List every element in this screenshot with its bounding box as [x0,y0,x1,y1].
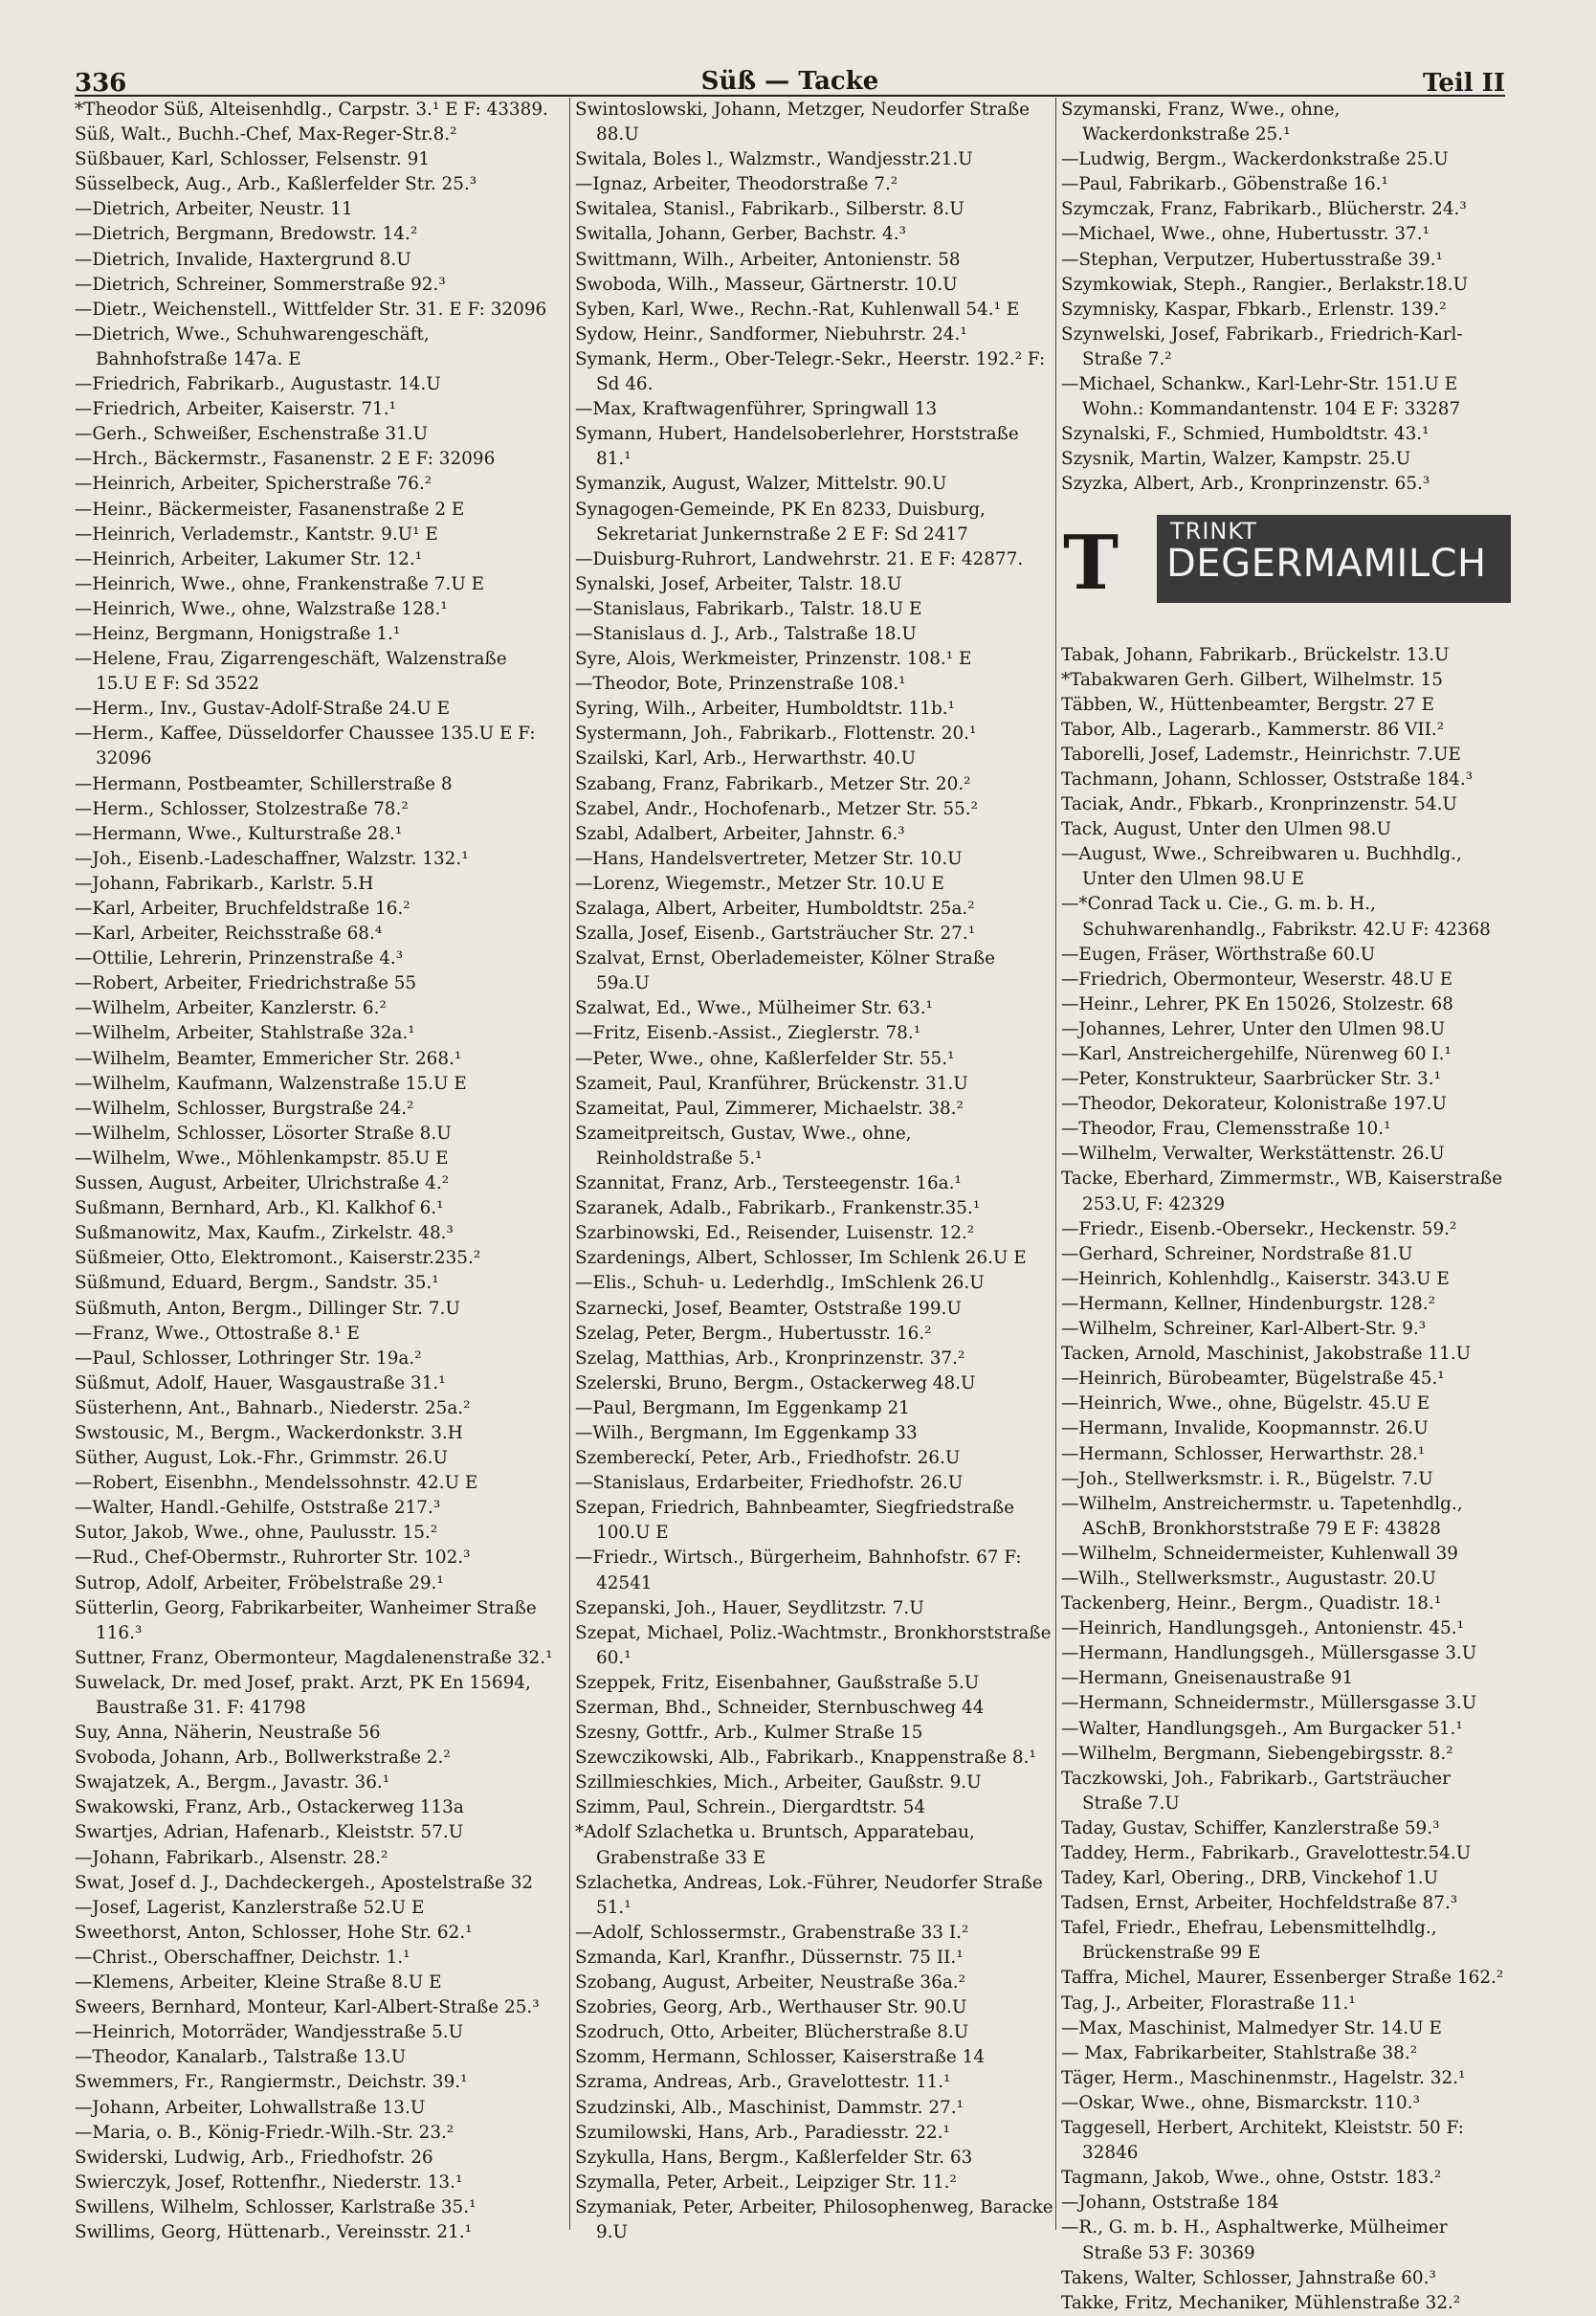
directory-entry: —Dietrich, Bergmann, Bredowstr. 14.² [75,224,418,245]
directory-entry: —Heinrich, Wwe., ohne, Walzstraße 128.¹ [75,598,448,619]
directory-entry: Szalwat, Ed., Wwe., Mülheimer Str. 63.¹ [575,998,933,1019]
directory-entry: Szumilowski, Hans, Arb., Paradiesstr. 22.¹ [575,2122,950,2143]
directory-entry: —Klemens, Arbeiter, Kleine Straße 8.U E [75,1972,442,1993]
directory-entry: Swillims, Georg, Hüttenarb., Vereinsstr. 21.¹ [75,2221,473,2242]
directory-entry: Szalla, Josef, Eisenb., Gartsträucher Str. 27.¹ [575,924,976,945]
directory-entry: Tabak, Johann, Fabrikarb., Brückelstr. 13.U [1061,644,1450,665]
directory-entry: —Heinr., Lehrer, PK En 15026, Stolzestr. 68 [1061,993,1453,1014]
directory-entry: —Walter, Handlungsgeh., Am Burgacker 51.¹ [1061,1718,1463,1739]
directory-entry: Svoboda, Johann, Arb., Bollwerkstraße 2.² [75,1748,451,1769]
directory-entry: Szyzka, Albert, Arb., Kronprinzenstr. 65.³ [1061,474,1430,495]
directory-entry: —Hermann, Kellner, Hindenburgstr. 128.² [1061,1293,1436,1314]
column-3 [1055,98,1511,2313]
directory-entry: —Hermann, Wwe., Kulturstraße 28.¹ [75,823,403,844]
directory-entry: Süßbauer, Karl, Schlosser, Felsenstr. 91 [75,149,431,170]
directory-entry: —Josef, Lagerist, Kanzlerstraße 52.U E [75,1897,425,1918]
directory-entry: —Lorenz, Wiegemstr., Metzer Str. 10.U E [575,873,944,894]
directory-entry: —Stanislaus, Fabrikarb., Talstr. 18.U E [575,598,922,619]
directory-entry: —Heinrich, Motorräder, Wandjesstraße 5.U [75,2022,464,2043]
directory-entry: Synagogen-Gemeinde, PK En 8233, Duisburg, Sekretariat Junkernstraße 2 E F: Sd 2417 [575,499,986,545]
directory-entry: —Ottilie, Lehrerin, Prinzenstraße 4.³ [75,948,404,969]
directory-entry: Swakowski, Franz, Arb., Ostackerweg 113a [75,1797,464,1818]
directory-entry: —Wilh., Stellwerksmstr., Augustastr. 20.U [1061,1568,1436,1589]
directory-entry: —Friedr., Wirtsch., Bürgerheim, Bahnhofstr. 67 F: 42541 [575,1548,1022,1593]
directory-entry: Sußmann, Bernhard, Arb., Kl. Kalkhof 6.¹ [75,1198,444,1219]
directory-entry: Sussen, August, Arbeiter, Ulrichstraße 4.² [75,1173,450,1194]
directory-entry: —Heinrich, Wwe., ohne, Frankenstraße 7.U E [75,573,485,594]
directory-entry: Tabor, Alb., Lagerarb., Kammerstr. 86 VII.² [1061,719,1445,740]
directory-entry: —Wilhelm, Arbeiter, Stahlstraße 32a.¹ [75,1023,415,1044]
directory-entry: Tagmann, Jakob, Wwe., ohne, Oststr. 183.² [1061,2168,1442,2189]
directory-entry: —Joh., Eisenb.-Ladeschaffner, Walzstr. 132.¹ [75,848,469,869]
directory-entry: —Johann, Fabrikarb., Karlstr. 5.H [75,873,374,894]
directory-entry: Tack, August, Unter den Ulmen 98.U [1061,819,1391,840]
directory-entry: Sydow, Heinr., Sandformer, Niebuhrstr. 24.¹ [575,323,967,345]
page-header [75,59,1505,98]
directory-entry: Szepan, Friedrich, Bahnbeamter, Siegfriedstraße 100.U E [575,1498,1015,1544]
directory-entry: Szerman, Bhd., Schneider, Sternbuschweg 44 [575,1698,985,1718]
directory-entry: Süßmeier, Otto, Elektromont., Kaiserstr.235.² [75,1248,481,1269]
directory-entry: —Karl, Anstreichergehilfe, Nürenweg 60 I.¹ [1061,1044,1452,1064]
directory-entry: Szobries, Georg, Arb., Werthauser Str. 90.U [575,1997,967,2018]
directory-entry: Szymanski, Franz, Wwe., ohne, Wackerdonkstraße 25.¹ [1061,100,1341,145]
directory-entry: Sweethorst, Anton, Schlosser, Hohe Str. 62.¹ [75,1922,473,1943]
directory-entry: —Stephan, Verputzer, Hubertusstraße 39.¹ [1061,249,1443,270]
directory-entry: Szesny, Gottfr., Arb., Kulmer Straße 15 [575,1723,923,1744]
directory-entry: —Wilhelm, Bergmann, Siebengebirgsstr. 8.² [1061,1743,1453,1764]
directory-entry: Szimm, Paul, Schrein., Diergardtstr. 54 [575,1797,926,1818]
directory-entry: Szomm, Hermann, Schlosser, Kaiserstraße 14 [575,2047,986,2068]
directory-entry: —Wilhelm, Beamter, Emmericher Str. 268.¹ [75,1048,462,1069]
directory-entry: Szarnecki, Josef, Beamter, Oststraße 199.U [575,1298,962,1319]
directory-entry: —Heinrich, Verlademstr., Kantstr. 9.U¹ E [75,523,438,545]
directory-entry: Swittmann, Wilh., Arbeiter, Antonienstr. 58 [575,249,961,270]
directory-entry: —Wilhelm, Verwalter, Werkstättenstr. 26.U [1061,1144,1445,1165]
directory-entry: Süther, August, Lok.-Fhr., Grimmstr. 26.U [75,1448,448,1469]
directory-entry: Symanzik, August, Walzer, Mittelstr. 90.U [575,474,947,495]
directory-entry: —Wilhelm, Arbeiter, Kanzlerstr. 6.² [75,998,387,1019]
directory-entry: Systermann, Joh., Fabrikarb., Flottenstr. 20.¹ [575,724,977,745]
directory-entry: —Duisburg-Ruhrort, Landwehrstr. 21. E F: 42877. [575,548,1024,569]
directory-entry: Tachmann, Johann, Schlosser, Oststraße 184.³ [1061,768,1474,790]
directory-entry: —Hermann, Invalide, Koopmannstr. 26.U [1061,1418,1429,1439]
page-title: Süß — Tacke [700,67,879,96]
directory-entry: —Dietrich, Arbeiter, Neustr. 11 [75,199,353,220]
directory-entry: Szelerski, Bruno, Bergm., Ostackerweg 48.U [575,1372,976,1393]
directory-entry: —Adolf, Schlossermstr., Grabenstraße 33 I.² [575,1922,969,1943]
directory-entry: Szynalski, F., Schmied, Humboldtstr. 43.¹ [1061,424,1430,445]
directory-entry: Szymnisky, Kaspar, Fbkarb., Erlenstr. 139.² [1061,299,1447,320]
directory-entry: Täger, Herm., Maschinenmstr., Hagelstr. 32.¹ [1061,2067,1466,2088]
directory-entry: —Wilhelm, Schneidermeister, Kuhlenwall 39 [1061,1543,1459,1564]
directory-entry: Szabl, Adalbert, Arbeiter, Jahnstr. 6.³ [575,823,905,844]
directory-entry: Tackenberg, Heinr., Bergm., Quadistr. 18.¹ [1061,1593,1442,1615]
directory-entry: —Friedr., Eisenb.-Obersekr., Heckenstr. 59.² [1061,1218,1457,1239]
directory-entry: Swat, Josef d. J., Dachdeckergeh., Apostelstraße 32 [75,1872,534,1893]
advertisement [1061,505,1511,639]
directory-entry: —Wilhelm, Schreiner, Karl-Albert-Str. 9.³ [1061,1319,1427,1340]
directory-entry: Taday, Gustav, Schiffer, Kanzlerstraße 59.³ [1061,1817,1440,1838]
column-3-bottom [1061,643,1511,2316]
directory-entry: Süß, Walt., Buchh.-Chef, Max-Reger-Str.8.² [75,124,457,145]
directory-entry: —Dietrich, Schreiner, Sommerstraße 92.³ [75,274,446,295]
directory-entry: Symann, Hubert, Handelsoberlehrer, Horststraße 81.¹ [575,424,1019,470]
directory-entry: —Hermann, Postbeamter, Schillerstraße 8 [75,773,453,794]
directory-entry: —Wilh., Bergmann, Im Eggenkamp 33 [575,1422,918,1443]
directory-entry: —Wilhelm, Schlosser, Lösorter Straße 8.U [75,1123,452,1144]
directory-entry: — Max, Fabrikarbeiter, Stahlstraße 38.² [1061,2042,1418,2063]
directory-entry: Taborelli, Josef, Lademstr., Heinrichstr. 7.UE [1061,744,1461,765]
directory-entry: Tacke, Eberhard, Zimmermstr., WB, Kaiserstraße 253.U, F: 42329 [1061,1169,1503,1214]
section-letter: T [1063,519,1119,607]
directory-entry: —Rud., Chef-Obermstr., Ruhrorter Str. 102.³ [75,1548,471,1569]
directory-entry: —Heinrich, Arbeiter, Spicherstraße 76.² [75,474,432,495]
column-2 [569,98,1053,2242]
directory-entry: —Dietr., Weichenstell., Wittfelder Str. 31. E F: 32096 [75,299,547,320]
directory-entry: Süßmund, Eduard, Bergm., Sandstr. 35.¹ [75,1273,439,1294]
directory-entry: —Hermann, Schneidermstr., Müllersgasse 3.U [1061,1693,1477,1714]
directory-entry: —Paul, Schlosser, Lothringer Str. 19a.² [75,1347,422,1369]
directory-entry: —Hermann, Gneisenaustraße 91 [1061,1668,1354,1689]
ad-banner [1157,515,1511,603]
directory-entry: —Johann, Oststraße 184 [1061,2193,1279,2214]
directory-entry: —Theodor, Frau, Clemensstraße 10.¹ [1061,1119,1391,1140]
directory-entry: —Peter, Konstrukteur, Saarbrücker Str. 3.¹ [1061,1069,1441,1090]
column-3-top [1061,98,1511,498]
column-1 [75,98,553,2242]
part-label: Teil II [1422,69,1505,98]
directory-entry: —Friedrich, Obermonteur, Weserstr. 48.U E [1061,969,1453,990]
directory-entry: —Christ., Oberschaffner, Deichstr. 1.¹ [75,1947,410,1968]
directory-entry: —Theodor, Dekorateur, Kolonistraße 197.U [1061,1094,1447,1115]
directory-entry: —Hrch., Bäckermstr., Fasanenstr. 2 E F: 32096 [75,449,496,470]
directory-entry: Szlachetka, Andreas, Lok.-Führer, Neudorfer Straße 51.¹ [575,1872,1043,1918]
page-number: 336 [75,69,127,98]
directory-entry: —Max, Maschinist, Malmedyer Str. 14.U E [1061,2017,1442,2038]
directory-entry: Taczkowski, Joh., Fabrikarb., Gartsträucher Straße 7.U [1061,1768,1451,1814]
directory-entry: Szepat, Michael, Poliz.-Wachtmstr., Bronkhorststraße 60.¹ [575,1622,1052,1668]
directory-entry: Switalla, Johann, Gerber, Bachstr. 4.³ [575,224,906,245]
directory-entry: Szabel, Andr., Hochofenarb., Metzer Str. 55.² [575,798,978,819]
directory-entry: —Elis., Schuh- u. Lederhdlg., ImSchlenk 26.U [575,1273,985,1294]
directory-entry: Suy, Anna, Näherin, Neustraße 56 [75,1723,381,1744]
directory-entry: —Johann, Fabrikarb., Alsenstr. 28.² [75,1847,388,1868]
directory-entry: Symank, Herm., Ober-Telegr.-Sekr., Heerstr. 192.² F: Sd 46. [575,348,1046,395]
directory-entry: Szalaga, Albert, Arbeiter, Humboldtstr. 25a.² [575,899,975,919]
directory-entry: Szailski, Karl, Arb., Herwarthstr. 40.U [575,748,917,769]
directory-entry: —Ludwig, Bergm., Wackerdonkstraße 25.U [1061,149,1449,170]
directory-entry: —Friedrich, Fabrikarb., Augustastr. 14.U [75,374,441,395]
directory-entry: —Michael, Wwe., ohne, Hubertusstr. 37.¹ [1061,224,1430,245]
directory-entry: —Ignaz, Arbeiter, Theodorstraße 7.² [575,174,898,195]
directory-entry: Szameitpreitsch, Gustav, Wwe., ohne, Reinholdstraße 5.¹ [575,1123,912,1169]
directory-entry: —Helene, Frau, Zigarrengeschäft, Walzenstraße 15.U E F: Sd 3522 [75,649,507,695]
directory-entry: Takke, Fritz, Mechaniker, Mühlenstraße 32.² [1061,2292,1461,2313]
directory-entry: Szembereckí, Peter, Arb., Friedhofstr. 26.U [575,1448,961,1469]
directory-entry: —R., G. m. b. H., Asphaltwerke, Mülheimer Straße 53 F: 30369 [1061,2217,1448,2263]
directory-entry: Suwelack, Dr. med Josef, prakt. Arzt, PK En 15694, Baustraße 31. F: 41798 [75,1672,531,1718]
directory-entry: Tag, J., Arbeiter, Florastraße 11.¹ [1061,1993,1356,2014]
directory-entry: —*Conrad Tack u. Cie., G. m. b. H., Schuhwarenhandlg., Fabrikstr. 42.U F: 42368 [1061,894,1491,940]
directory-entry: Süßmut, Adolf, Hauer, Wasgaustraße 31.¹ [75,1372,446,1393]
directory-entry: —Johannes, Lehrer, Unter den Ulmen 98.U [1061,1018,1446,1039]
directory-entry: Syring, Wilh., Arbeiter, Humboldtstr. 11b.¹ [575,699,955,720]
directory-entry: Szymczak, Franz, Fabrikarb., Blücherstr. 24.³ [1061,199,1467,220]
directory-entry: —Heinrich, Wwe., ohne, Bügelstr. 45.U E [1061,1393,1430,1414]
directory-entry: Szameitat, Paul, Zimmerer, Michaelstr. 38.² [575,1098,964,1119]
directory-entry: Szobang, August, Arbeiter, Neustraße 36a.² [575,1972,966,1993]
directory-entry: Swoboda, Wilh., Masseur, Gärtnerstr. 10.U [575,274,958,295]
directory-entry: Taffra, Michel, Maurer, Essenberger Straße 162.² [1061,1968,1504,1989]
directory-entry: Szudzinski, Alb., Maschinist, Dammstr. 27.¹ [575,2097,964,2118]
directory-entry: —Peter, Wwe., ohne, Kaßlerfelder Str. 55.¹ [575,1048,955,1069]
directory-entry: Szykulla, Hans, Bergm., Kaßlerfelder Str. 63 [575,2147,973,2168]
directory-entry: —Paul, Fabrikarb., Göbenstraße 16.¹ [1061,174,1388,195]
directory-entry: Syre, Alois, Werkmeister, Prinzenstr. 108.¹ E [575,649,972,670]
directory-entry: Szaranek, Adalb., Fabrikarb., Frankenstr.35.¹ [575,1198,981,1219]
directory-entry: Tafel, Friedr., Ehefrau, Lebensmittelhdlg., Brückenstraße 99 E [1061,1918,1437,1964]
directory-entry: Szardenings, Albert, Schlosser, Im Schlenk 26.U E [575,1248,1027,1269]
directory-entry: —Dietrich, Invalide, Haxtergrund 8.U [75,249,411,270]
directory-entry: —Stanislaus d. J., Arb., Talstraße 18.U [575,623,917,644]
directory-entry: —Theodor, Bote, Prinzenstraße 108.¹ [575,674,906,695]
directory-entry: —Stanislaus, Erdarbeiter, Friedhofstr. 26.U [575,1473,964,1494]
directory-entry: *Adolf Szlachetka u. Bruntsch, Apparatebau, Grabenstraße 33 E [575,1822,975,1868]
directory-entry: Szelag, Matthias, Arb., Kronprinzenstr. 37.² [575,1347,965,1369]
directory-entry: —Paul, Bergmann, Im Eggenkamp 21 [575,1397,910,1418]
directory-entry: Syben, Karl, Wwe., Rechn.-Rat, Kuhlenwall 54.¹ E [575,299,1020,320]
directory-entry: —Herm., Schlosser, Stolzestraße 78.² [75,798,409,819]
directory-entry: —Hermann, Handlungsgeh., Müllersgasse 3.U [1061,1643,1477,1664]
directory-entry: —Robert, Eisenbhn., Mendelssohnstr. 42.U E [75,1473,478,1494]
directory-entry: —Joh., Stellwerksmstr. i. R., Bügelstr. 7.U [1061,1468,1433,1489]
directory-entry: —Heinrich, Arbeiter, Lakumer Str. 12.¹ [75,548,423,569]
directory-entry: Szymalla, Peter, Arbeit., Leipziger Str. 11.² [575,2171,957,2193]
directory-entry: Tacken, Arnold, Maschinist, Jakobstraße 11.U [1061,1344,1472,1365]
directory-entry: Swierczyk, Josef, Rottenfhr., Niederstr. 13.¹ [75,2171,463,2193]
directory-entry: Swintoslowski, Johann, Metzger, Neudorfer Straße 88.U [575,100,1031,145]
directory-entry: Tadey, Karl, Obering., DRB, Vinckehof 1.U [1061,1868,1439,1889]
directory-entry: Sußmanowitz, Max, Kaufm., Zirkelstr. 48.³ [75,1223,454,1244]
directory-entry: —Karl, Arbeiter, Bruchfeldstraße 16.² [75,899,410,919]
directory-entry: Swillens, Wilhelm, Schlosser, Karlstraße 35.¹ [75,2196,477,2217]
directory-entry: Swajatzek, A., Bergm., Javastr. 36.¹ [75,1772,390,1793]
directory-entry: Sutor, Jakob, Wwe., ohne, Paulusstr. 15.² [75,1523,438,1544]
directory-entry: Szrama, Andreas, Arb., Gravelottestr. 11.¹ [575,2072,951,2093]
directory-entry: Szabang, Franz, Fabrikarb., Metzer Str. 20.² [575,773,971,794]
directory-entry: —Franz, Wwe., Ottostraße 8.¹ E [75,1323,360,1344]
directory-entry: —August, Wwe., Schreibwaren u. Buchhdlg., Unter den Ulmen 98.U E [1061,844,1462,890]
directory-entry: —Dietrich, Wwe., Schuhwarengeschäft, Bahnhofstraße 147a. E [75,323,430,369]
directory-entry: —Herm., Inv., Gustav-Adolf-Straße 24.U E [75,699,451,720]
directory-entry: —Wilhelm, Anstreichermstr. u. Tapetenhdlg., ASchB, Bronkhorststraße 79 E F: 43828 [1061,1493,1463,1539]
directory-entry: Swartjes, Adrian, Hafenarb., Kleiststr. 57.U [75,1822,464,1843]
directory-entry: Swstousic, M., Bergm., Wackerdonkstr. 3.H [75,1422,463,1443]
directory-entry: —Wilhelm, Schlosser, Burgstraße 24.² [75,1098,414,1119]
directory-entry: —Fritz, Eisenb.-Assist., Zieglerstr. 78.¹ [575,1023,921,1044]
directory-entry: Szepanski, Joh., Hauer, Seydlitzstr. 7.U [575,1597,924,1618]
directory-entry: Szannitat, Franz, Arb., Tersteegenstr. 16a.¹ [575,1173,962,1194]
directory-entry: —Hermann, Schlosser, Herwarthstr. 28.¹ [1061,1443,1426,1464]
directory-entry: Szymkowiak, Steph., Rangier., Berlakstr.18.U [1061,274,1469,295]
directory-entry: Sutrop, Adolf, Arbeiter, Fröbelstraße 29.¹ [75,1572,444,1593]
directory-entry: *Theodor Süß, Alteisenhdlg., Carpstr. 3.¹ E F: 43389. [75,100,548,120]
directory-entry: —Max, Kraftwagenführer, Springwall 13 [575,399,938,420]
directory-entry: —Heinrich, Kohlenhdlg., Kaiserstr. 343.U E [1061,1268,1450,1289]
directory-entry: Täbben, W., Hüttenbeamter, Bergstr. 27 E [1061,694,1434,715]
directory-entry: Süßmuth, Anton, Bergm., Dillinger Str. 7.U [75,1298,460,1319]
directory-entry: Sweers, Bernhard, Monteur, Karl-Albert-Straße 25.³ [75,1997,540,2018]
directory-entry: Szynwelski, Josef, Fabrikarb., Friedrich-Karl-Straße 7.² [1061,323,1463,369]
directory-entry: Szmanda, Karl, Kranfhr., Düssernstr. 75 II.¹ [575,1947,964,1968]
directory-entry: —Heinr., Bäckermeister, Fasanenstraße 2 E [75,499,465,520]
directory-entry: Synalski, Josef, Arbeiter, Talstr. 18.U [575,573,902,594]
directory-entry: *Tabakwaren Gerh. Gilbert, Wilhelmstr. 15 [1061,669,1443,690]
directory-entry: Swemmers, Fr., Rangiermstr., Deichstr. 39.¹ [75,2072,468,2093]
directory-entry: Switalea, Stanisl., Fabrikarb., Silberstr. 8.U [575,199,964,220]
directory-entry: —Maria, o. B., König-Friedr.-Wilh.-Str. 23.² [75,2122,454,2143]
directory-entry: Tadsen, Ernst, Arbeiter, Hochfeldstraße 87.³ [1061,1893,1458,1914]
directory-entry: —Herm., Kaffee, Düsseldorfer Chaussee 135.U E F: 32096 [75,724,536,769]
directory-entry: Szarbinowski, Ed., Reisender, Luisenstr. 12.² [575,1223,975,1244]
directory-entry: Szameit, Paul, Kranführer, Brückenstr. 31.U [575,1073,968,1094]
directory-entry: Takens, Walter, Schlosser, Jahnstraße 60.³ [1061,2267,1436,2288]
directory-entry: —Walter, Handl.-Gehilfe, Oststraße 217.³ [75,1498,441,1519]
directory-entry: Taddey, Herm., Fabrikarb., Gravelottestr.54.U [1061,1843,1472,1863]
directory-entry: Szodruch, Otto, Arbeiter, Blücherstraße 8.U [575,2022,969,2043]
directory-entry: —Hans, Handelsvertreter, Metzer Str. 10.U [575,848,963,869]
directory-entry: —Karl, Arbeiter, Reichsstraße 68.⁴ [75,924,383,945]
directory-entry: —Johann, Arbeiter, Lohwallstraße 13.U [75,2097,426,2118]
directory-entry: Szymaniak, Peter, Arbeiter, Philosophenweg, Baracke 9.U [575,2196,1053,2242]
directory-entry: Szelag, Peter, Bergm., Hubertusstr. 16.² [575,1323,932,1344]
directory-entry: —Friedrich, Arbeiter, Kaiserstr. 71.¹ [75,399,396,420]
directory-entry: —Robert, Arbeiter, Friedrichstraße 55 [75,973,417,994]
directory-entry: —Heinz, Bergmann, Honigstraße 1.¹ [75,623,401,644]
directory-entry: —Wilhelm, Kaufmann, Walzenstraße 15.U E [75,1073,467,1094]
directory-entry: Szewczikowski, Alb., Fabrikarb., Knappenstraße 8.¹ [575,1748,1036,1769]
directory-entry: Szillmieschkies, Mich., Arbeiter, Gaußstr. 9.U [575,1772,982,1793]
directory-entry: Szalvat, Ernst, Oberlademeister, Kölner Straße 59a.U [575,948,996,994]
directory-entry: Taciak, Andr., Fbkarb., Kronprinzenstr. 54.U [1061,794,1457,815]
directory-entry: Süsselbeck, Aug., Arb., Kaßlerfelder Str. 25.³ [75,174,477,195]
ad-line-2: DEGERMAMILCH [1166,541,1487,586]
directory-entry: —Theodor, Kanalarb., Talstraße 13.U [75,2047,407,2068]
directory-entry: Taggesell, Herbert, Architekt, Kleiststr. 50 F: 32846 [1061,2118,1464,2164]
directory-entry: —Wilhelm, Wwe., Möhlenkampstr. 85.U E [75,1147,449,1169]
directory-entry: —Heinrich, Handlungsgeh., Antonienstr. 45.¹ [1061,1618,1464,1639]
header-rule [75,95,1505,97]
directory-entry: Szysnik, Martin, Walzer, Kampstr. 25.U [1061,449,1411,470]
directory-entry: Suttner, Franz, Obermonteur, Magdalenenstraße 32.¹ [75,1647,553,1668]
directory-entry: Switala, Boles l., Walzmstr., Wandjesstr.21.U [575,149,973,170]
directory-entry: —Oskar, Wwe., ohne, Bismarckstr. 110.³ [1061,2092,1420,2113]
directory-entry: Szeppek, Fritz, Eisenbahner, Gaußstraße 5.U [575,1672,980,1693]
directory-entry: Swiderski, Ludwig, Arb., Friedhofstr. 26 [75,2147,433,2168]
directory-entry: —Gerh., Schweißer, Eschenstraße 31.U [75,424,429,445]
directory-entry: Süsterhenn, Ant., Bahnarb., Niederstr. 25a.² [75,1397,471,1418]
directory-entry: —Gerhard, Schreiner, Nordstraße 81.U [1061,1243,1413,1264]
directory-entry: —Michael, Schankw., Karl-Lehr-Str. 151.U E Wohn.: Kommandantenstr. 104 E F: 33287 [1061,374,1461,420]
directory-entry: —Heinrich, Bürobeamter, Bügelstraße 45.¹ [1061,1369,1445,1390]
ad-line-1: TRINKT [1170,517,1257,545]
directory-entry: Sütterlin, Georg, Fabrikarbeiter, Wanheimer Straße 116.³ [75,1597,537,1643]
directory-entry: —Eugen, Fräser, Wörthstraße 60.U [1061,944,1376,965]
